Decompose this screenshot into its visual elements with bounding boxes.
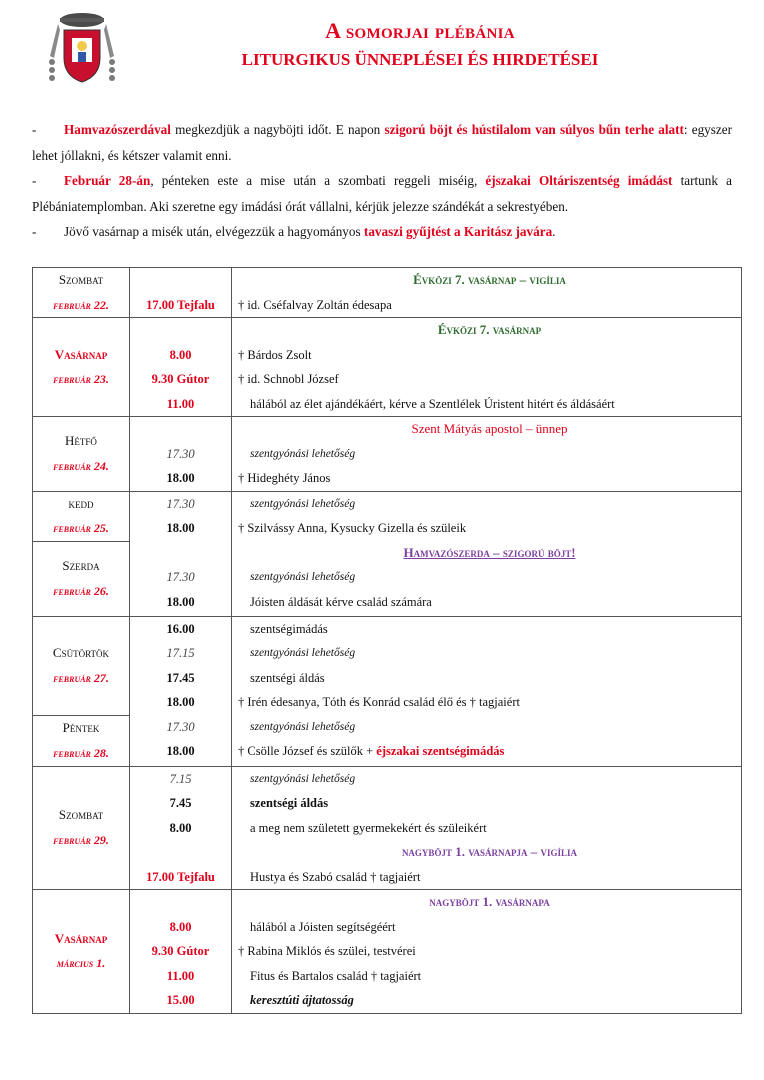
day-cell: Vasárnap február 23. — [33, 318, 130, 417]
table-row — [33, 766, 742, 890]
table-row — [33, 268, 742, 318]
intention-cell: Évközi 7. vasárnap † Bárdos Zsolt † id. Schnobl József hálából az élet ajándékáért, kérve a Szentlélek Úristent hitért és áldásáért — [232, 318, 742, 417]
time-cell: 17.00 Tejfalu — [130, 268, 232, 318]
day-cell: Szombat február 22. — [33, 268, 130, 318]
intention-cell: szentgyónási lehetőség szentségi áldás a meg nem született gyermekekért és szüleikért nagyböjt 1. vasárnapja – vigília Hustya és Szabó család † tagjaiért — [232, 766, 742, 890]
table-row — [33, 318, 742, 417]
announcement-2: - Február 28-án, pénteken este a mise után a szombati reggeli miséig, éjszakai Oltáriszentség imádást tartunk a Plébániatemplomban. Aki szeretne egy imádási órát vállalni, kérjük jelezze szándékát a sekrestyében. — [32, 173, 732, 214]
day-cell: Péntek február 28. — [33, 715, 130, 766]
table-row — [33, 491, 742, 541]
day-cell: Hétfő február 24. — [33, 417, 130, 492]
schedule-table — [32, 267, 742, 1014]
time-cell: 8.00 9.30 Gútor 11.00 15.00 — [130, 890, 232, 1014]
intention-cell: Évközi 7. vasárnap – vigília † id. Cséfalvay Zoltán édesapa — [232, 268, 742, 318]
table-row — [33, 417, 742, 492]
announcement-3: - Jövő vasárnap a misék után, elvégezzük a hagyományos tavaszi gyűjtést a Karitász javára. — [32, 224, 556, 239]
parish-crest-icon — [44, 8, 120, 84]
time-cell: 16.00 17.15 17.45 18.00 17.30 18.00 — [130, 616, 232, 766]
announcement-1: - Hamvazószerdával megkezdjük a nagyböjti időt. E napon szigorú böjt és hústilalom van súlyos bűn terhe alatt: egyszer lehet jóllakni, és kétszer valamit enni. — [32, 122, 732, 163]
day-cell: Vasárnap március 1. — [33, 890, 130, 1014]
table-row — [33, 616, 742, 715]
time-cell: 7.15 7.45 8.00 17.00 Tejfalu — [130, 766, 232, 890]
page-header — [0, 0, 764, 90]
day-cell: kedd február 25. — [33, 491, 130, 541]
time-cell: 17.30 18.00 17.30 18.00 — [130, 491, 232, 616]
intention-cell: szentségimádás szentgyónási lehetőség szentségi áldás † Irén édesanya, Tóth és Konrád család élő és † tagjaiért szentgyónási lehetőség † Csölle József és szülők + éjszakai szentségimádás — [232, 616, 742, 766]
day-cell: Szombat február 29. — [33, 766, 130, 890]
time-cell: 8.00 9.30 Gútor 11.00 — [130, 318, 232, 417]
day-cell: Csütörtök február 27. — [33, 616, 130, 715]
page-subtitle: LITURGIKUS ÜNNEPLÉSEI ÉS HIRDETÉSEI — [241, 50, 599, 69]
table-row — [33, 890, 742, 1014]
page-title: A somorjai plébánia — [325, 18, 515, 43]
announcements — [32, 117, 732, 245]
time-cell: 17.30 18.00 — [130, 417, 232, 492]
day-cell: Szerda február 26. — [33, 541, 130, 616]
intention-cell: szentgyónási lehetőség † Szilvássy Anna, Kysucky Gizella és szüleik Hamvazószerda – szigorú böjt! szentgyónási lehetőség Jóisten áldását kérve család számára — [232, 491, 742, 616]
intention-cell: nagyböjt 1. vasárnapa hálából a Jóisten segítségéért † Rabina Miklós és szülei, testvérei Fitus és Bartalos család † tagjaiért keresztúti ájtatosság — [232, 890, 742, 1014]
intention-cell: Szent Mátyás apostol – ünnep szentgyónási lehetőség † Hideghéty János — [232, 417, 742, 492]
